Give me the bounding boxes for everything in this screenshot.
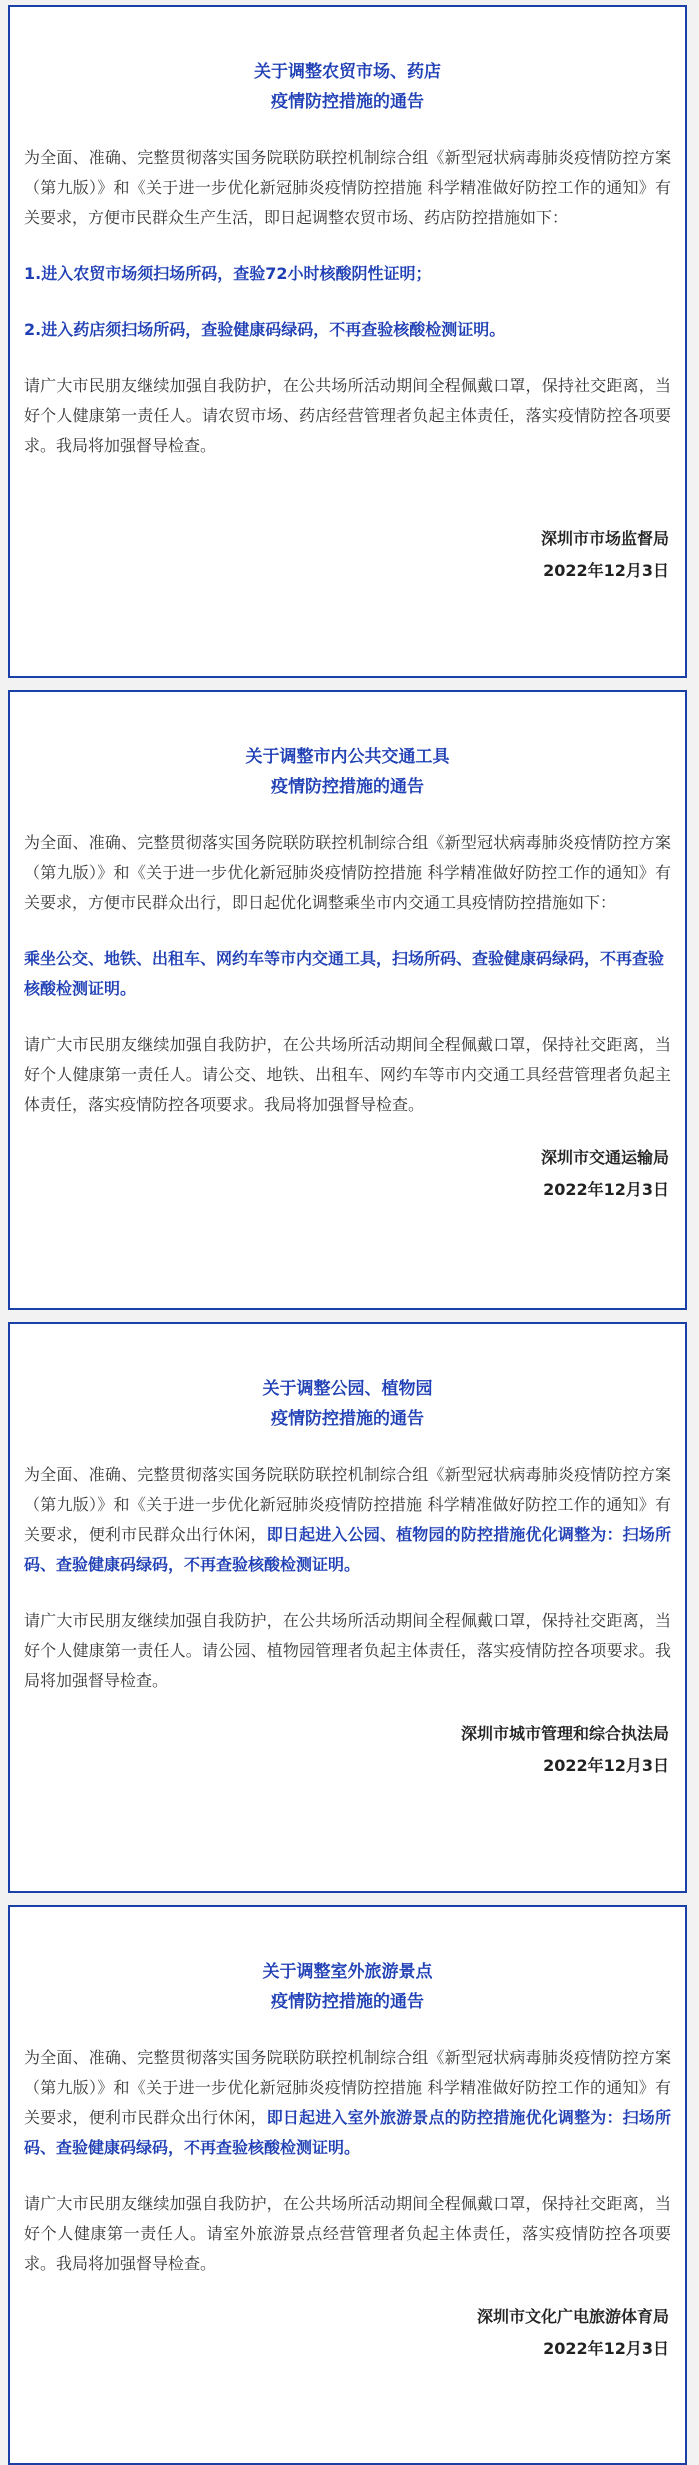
notice-date: 2022年12月3日 bbox=[543, 1180, 669, 1199]
notice-title-line1: 关于调整市内公共交通工具 bbox=[245, 747, 450, 767]
notice-title bbox=[24, 7, 671, 117]
notice-intro-text: 为全面、准确、完整贯彻落实国务院联防联控机制综合组《新型冠状病毒肺炎疫情防控方案（第九版）》和《关于进一步优化新冠肺炎疫情防控措施 科学精准做好防控工作的通知》有关要求，便利市民群众出行休闲， bbox=[24, 2048, 671, 2127]
notice-issuer: 深圳市交通运输局 bbox=[540, 1148, 669, 1167]
notice-intro bbox=[24, 1460, 671, 1580]
notice-intro-highlight: 即日起进入室外旅游景点的防控措施优化调整为：扫场所码、查验健康码绿码，不再查验核酸检测证明。 bbox=[24, 2108, 671, 2157]
notice-title-line2: 疫情防控措施的通告 bbox=[271, 92, 424, 112]
notice-closing: 请广大市民朋友继续加强自我防护，在公共场所活动期间全程佩戴口罩，保持社交距离，当好个人健康第一责任人。请公园、植物园管理者负起主体责任，落实疫情防控各项要求。我局将加强督导检查。 bbox=[24, 1611, 671, 1690]
notice-card-outdoor-scenic bbox=[8, 1905, 687, 2465]
notice-date: 2022年12月3日 bbox=[543, 1756, 669, 1775]
notice-title bbox=[24, 1907, 671, 2017]
notice-card-park-botanical bbox=[8, 1322, 687, 1893]
notice-title bbox=[24, 1324, 671, 1434]
notice-title-line2: 疫情防控措施的通告 bbox=[271, 1992, 424, 2012]
notice-closing: 请广大市民朋友继续加强自我防护，在公共场所活动期间全程佩戴口罩，保持社交距离，当好个人健康第一责任人。请室外旅游景点经营管理者负起主体责任，落实疫情防控各项要求。我局将加强督导检查。 bbox=[24, 2194, 671, 2273]
notice-date: 2022年12月3日 bbox=[543, 2339, 669, 2358]
notice-intro-text: 为全面、准确、完整贯彻落实国务院联防联控机制综合组《新型冠状病毒肺炎疫情防控方案（第九版）》和《关于进一步优化新冠肺炎疫情防控措施 科学精准做好防控工作的通知》有关要求，便利市民群众出行休闲， bbox=[24, 1465, 671, 1544]
notice-title-line1: 关于调整农贸市场、药店 bbox=[254, 62, 441, 82]
notice-intro bbox=[24, 2043, 671, 2163]
notice-measure-1: 1.进入农贸市场须扫场所码，查验72小时核酸阴性证明； bbox=[24, 264, 432, 283]
notice-closing: 请广大市民朋友继续加强自我防护，在公共场所活动期间全程佩戴口罩，保持社交距离，当好个人健康第一责任人。请农贸市场、药店经营管理者负起主体责任，落实疫情防控各项要求。我局将加强督导检查。 bbox=[24, 376, 671, 455]
notice-title-line1: 关于调整公园、植物园 bbox=[262, 1379, 433, 1399]
notice-issuer: 深圳市城市管理和综合执法局 bbox=[460, 1724, 669, 1743]
notice-title bbox=[24, 692, 671, 802]
notice-measure-2: 2.进入药店须扫场所码，查验健康码绿码，不再查验核酸检测证明。 bbox=[24, 320, 506, 339]
notice-issuer: 深圳市文化广电旅游体育局 bbox=[476, 2307, 669, 2326]
notice-signature bbox=[24, 461, 671, 601]
notice-issuer: 深圳市市场监督局 bbox=[540, 529, 669, 548]
notice-measure-1: 乘坐公交、地铁、出租车、网约车等市内交通工具，扫场所码、查验健康码绿码，不再查验核酸检测证明。 bbox=[24, 949, 665, 998]
notice-title-line2: 疫情防控措施的通告 bbox=[271, 1409, 424, 1429]
notice-intro: 为全面、准确、完整贯彻落实国务院联防联控机制综合组《新型冠状病毒肺炎疫情防控方案（第九版）》和《关于进一步优化新冠肺炎疫情防控措施 科学精准做好防控工作的通知》有关要求，方便市民群众出行，即日起优化调整乘坐市内交通工具疫情防控措施如下： bbox=[24, 833, 671, 912]
notice-date: 2022年12月3日 bbox=[543, 561, 669, 580]
notice-intro: 为全面、准确、完整贯彻落实国务院联防联控机制综合组《新型冠状病毒肺炎疫情防控方案（第九版）》和《关于进一步优化新冠肺炎疫情防控措施 科学精准做好防控工作的通知》有关要求，方便市民群众生产生活，即日起调整农贸市场、药店防控措施如下： bbox=[24, 148, 671, 227]
notice-closing: 请广大市民朋友继续加强自我防护，在公共场所活动期间全程佩戴口罩，保持社交距离，当好个人健康第一责任人。请公交、地铁、出租车、网约车等市内交通工具经营管理者负起主体责任，落实疫情防控各项要求。我局将加强督导检查。 bbox=[24, 1035, 671, 1114]
notice-signature bbox=[24, 2279, 671, 2379]
notice-card-public-transport bbox=[8, 690, 687, 1310]
notice-title-line1: 关于调整室外旅游景点 bbox=[262, 1962, 433, 1982]
notice-title-line2: 疫情防控措施的通告 bbox=[271, 777, 424, 797]
notice-card-market-pharmacy bbox=[8, 5, 687, 678]
notice-signature bbox=[24, 1120, 671, 1220]
notice-intro-highlight: 即日起进入公园、植物园的防控措施优化调整为：扫场所码、查验健康码绿码，不再查验核酸检测证明。 bbox=[24, 1525, 671, 1574]
notice-signature bbox=[24, 1696, 671, 1796]
